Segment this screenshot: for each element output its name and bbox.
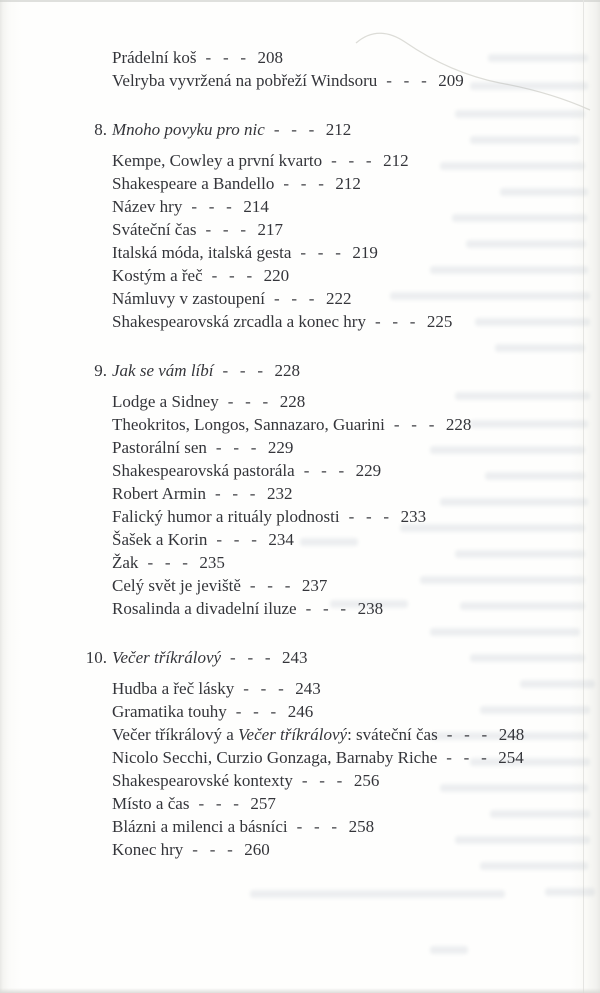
toc-entry	[112, 482, 600, 505]
toc-section-title: Mnoho povyku pro nic	[112, 120, 265, 139]
toc-entry-page: 219	[352, 243, 378, 262]
toc-entry-page: 248	[498, 725, 525, 744]
toc-entry-title: Kostým a řeč	[112, 266, 203, 285]
toc-separator: - - -	[283, 174, 325, 193]
toc-entry	[112, 677, 600, 700]
toc-entry	[112, 241, 600, 264]
toc-section-heading	[85, 646, 600, 669]
toc-entry-page: 225	[426, 312, 453, 331]
toc-entry-title: Theokritos, Longos, Sannazaro, Guarini	[112, 415, 385, 434]
toc-entry	[112, 436, 600, 459]
toc-entry-title: Kempe, Cowley a první kvarto	[112, 151, 323, 170]
toc-entry-page: 237	[301, 576, 328, 595]
toc-entry-title: Gramatika touhy	[112, 702, 227, 721]
toc-entry-title: Italská móda, italská gesta	[112, 243, 292, 262]
toc-separator: - - -	[227, 392, 269, 411]
toc-separator: - - -	[192, 840, 234, 859]
toc-entry-title: Velryba vyvržená na pobřeží Windsoru	[112, 71, 378, 90]
toc-entry	[112, 264, 600, 287]
toc-separator: - - -	[205, 220, 247, 239]
toc-entry-title: Falický humor a rituály plodnosti	[112, 507, 340, 526]
toc-entry-page: 246	[287, 702, 314, 721]
toc-entry-title: Lodge a Sidney	[112, 392, 219, 411]
toc-entry	[112, 723, 600, 746]
toc-entry	[112, 700, 600, 723]
toc-entry-title-part: : sváteční čas	[347, 725, 438, 744]
toc-separator: - - -	[331, 151, 373, 170]
toc-entry-page: 258	[348, 817, 375, 836]
toc-entry-page: 228	[445, 415, 472, 434]
toc-section-page: 228	[274, 361, 300, 380]
toc-entry-page: 229	[355, 461, 382, 480]
toc-separator: - - -	[446, 725, 488, 744]
toc-entry-title-part: Večer tříkrálový a	[112, 725, 239, 744]
toc-entry	[112, 390, 600, 413]
toc-entry	[112, 838, 600, 861]
toc-entry-title: Místo a čas	[112, 794, 190, 813]
toc-entry-page: 217	[257, 220, 283, 239]
toc-separator: - - -	[305, 599, 347, 618]
bleed-through-line	[430, 946, 468, 954]
toc-entry-page: 256	[353, 771, 380, 790]
toc-separator: - - -	[198, 794, 240, 813]
toc-entry	[112, 69, 600, 92]
toc-entry-title: Prádelní koš	[112, 48, 197, 67]
toc-entry-title	[112, 725, 438, 744]
toc-entry-title: Nicolo Secchi, Curzio Gonzaga, Barnaby Riche	[112, 748, 438, 767]
toc-entry-title: Shakespearovské kontexty	[112, 771, 293, 790]
toc-entry	[112, 310, 600, 333]
toc-entry	[112, 195, 600, 218]
toc-entry-page: 214	[243, 197, 269, 216]
bleed-through-line	[545, 888, 595, 896]
toc-entry-page: 233	[400, 507, 427, 526]
toc-entry-title: Shakespearovská zrcadla a konec hry	[112, 312, 366, 331]
toc-entry	[112, 149, 600, 172]
toc-entry-title: Rosalinda a divadelní iluze	[112, 599, 297, 618]
toc-entry	[112, 574, 600, 597]
toc-entry-page: 212	[383, 151, 409, 170]
toc-entry-page: 222	[325, 289, 352, 308]
toc-entry-page: 257	[250, 794, 276, 813]
toc-entry	[112, 815, 600, 838]
toc-separator: - - -	[273, 289, 315, 308]
toc-separator: - - -	[348, 507, 390, 526]
toc-separator: - - -	[243, 679, 285, 698]
toc-entry-title: Žak	[112, 553, 139, 572]
toc-entry-title: Šašek a Korin	[112, 530, 208, 549]
toc-entry	[112, 769, 600, 792]
toc-entry	[112, 792, 600, 815]
toc-entry-page: 229	[267, 438, 294, 457]
toc-section-page: 212	[325, 120, 352, 139]
toc-entry-title: Blázni a milenci a básníci	[112, 817, 288, 836]
toc-separator: - - -	[303, 461, 345, 480]
toc-separator: - - -	[214, 484, 256, 503]
toc-entry-page: 220	[263, 266, 290, 285]
toc-separator: - - -	[301, 771, 343, 790]
toc-section-heading	[94, 359, 600, 382]
toc-separator: - - -	[205, 48, 247, 67]
toc-entry-page: 209	[438, 71, 464, 90]
toc-entry-title: Robert Armin	[112, 484, 206, 503]
toc-separator: - - -	[374, 312, 416, 331]
toc-entry-title: Shakespeare a Bandello	[112, 174, 275, 193]
toc-entry-page: 238	[357, 599, 384, 618]
toc-entry-page: 212	[335, 174, 361, 193]
toc-separator: - - -	[446, 748, 488, 767]
toc-entry	[112, 528, 600, 551]
toc-entry	[112, 172, 600, 195]
bleed-through-line	[480, 862, 588, 870]
toc-entry-title: Konec hry	[112, 840, 184, 859]
toc-entry-title: Hudba a řeč lásky	[112, 679, 235, 698]
toc-separator: - - -	[191, 197, 233, 216]
toc-entry-page: 260	[244, 840, 270, 859]
toc-entry-page: 228	[279, 392, 306, 411]
toc-entry	[112, 459, 600, 482]
toc-separator: - - -	[230, 648, 272, 667]
toc-separator: - - -	[300, 243, 342, 262]
bleed-through-line	[250, 890, 505, 898]
toc-entry-title: Námluvy v zastoupení	[112, 289, 265, 308]
toc-entry-title: Celý svět je jeviště	[112, 576, 241, 595]
toc-separator: - - -	[273, 120, 315, 139]
toc-entry-page: 243	[295, 679, 321, 698]
toc-entry	[112, 597, 600, 620]
toc-separator: - - -	[222, 361, 264, 380]
toc-entry-title: Sváteční čas	[112, 220, 197, 239]
toc-entry-title: Název hry	[112, 197, 183, 216]
toc-separator: - - -	[393, 415, 435, 434]
toc-entry	[112, 287, 600, 310]
toc-section-number: 9.	[94, 361, 107, 380]
toc-entry	[112, 505, 600, 528]
toc-separator: - - -	[296, 817, 338, 836]
toc-entry-title: Pastorální sen	[112, 438, 207, 457]
toc-entry	[112, 218, 600, 241]
toc-entry	[112, 746, 600, 769]
toc-entry	[112, 46, 600, 69]
scan-bottom-edge	[0, 988, 600, 993]
toc-separator: - - -	[211, 266, 253, 285]
toc-section-title: Jak se vám líbí	[112, 361, 214, 380]
toc-separator: - - -	[249, 576, 291, 595]
toc-separator: - - -	[386, 71, 428, 90]
toc-entry-page: 232	[266, 484, 293, 503]
toc-section-heading	[94, 118, 600, 141]
toc-entry-title-part: Večer tříkrálový	[238, 725, 348, 744]
toc-section-page: 243	[282, 648, 308, 667]
toc-separator: - - -	[147, 553, 189, 572]
toc-entry-page: 234	[268, 530, 294, 549]
toc-entry-page: 235	[199, 553, 225, 572]
toc-entry	[112, 551, 600, 574]
toc-entry-page: 208	[257, 48, 284, 67]
toc-separator: - - -	[215, 438, 257, 457]
toc-separator: - - -	[235, 702, 277, 721]
toc-section-number: 10.	[85, 648, 107, 667]
toc-entry-page: 254	[498, 748, 524, 767]
toc-entry	[112, 413, 600, 436]
toc-section-title: Večer tříkrálový	[112, 648, 222, 667]
toc-separator: - - -	[216, 530, 258, 549]
toc-entry-title: Shakespearovská pastorála	[112, 461, 295, 480]
toc-section-number: 8.	[94, 120, 107, 139]
